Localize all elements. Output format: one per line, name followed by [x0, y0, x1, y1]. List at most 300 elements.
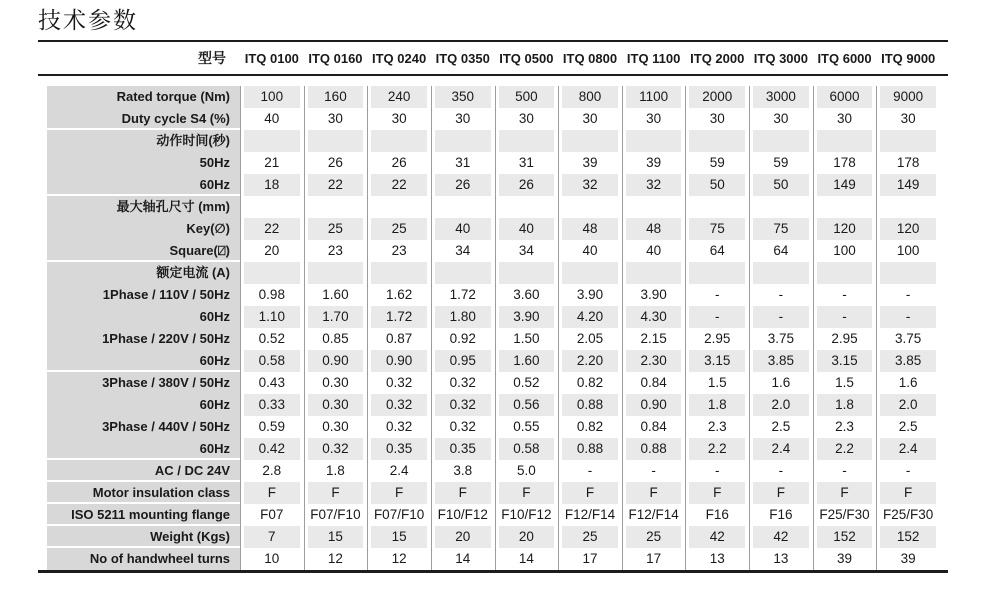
value-cell: 34	[455, 243, 471, 258]
column-separator	[240, 86, 241, 570]
value-cell: 25	[622, 526, 686, 548]
column-separator	[813, 86, 814, 570]
value-cell: 0.95	[431, 350, 495, 372]
model-column-header: ITQ 0160	[308, 50, 363, 66]
value-cell: 0.32	[385, 375, 413, 390]
value-cell: 23	[327, 243, 343, 258]
value-cell: 42	[685, 526, 749, 548]
value-cell: 152	[876, 526, 940, 548]
value-cell: -	[905, 287, 911, 302]
value-cell: -	[715, 287, 720, 302]
value-cell	[558, 262, 622, 284]
value-cell: 39	[837, 551, 853, 566]
value-cell: 178	[833, 155, 856, 170]
value-cell: 3.15	[685, 350, 749, 372]
value-cell: 0.56	[495, 394, 559, 416]
value-cell: -	[587, 463, 593, 478]
value-cell	[876, 130, 940, 152]
value-cell	[685, 196, 749, 218]
column-separator	[495, 86, 496, 570]
value-cell	[367, 130, 431, 152]
value-cell: -	[842, 287, 847, 302]
row-label: 3Phase / 380V / 50Hz	[47, 372, 240, 394]
table-row	[47, 372, 940, 394]
table-row	[47, 526, 940, 548]
value-cell: 0.82	[576, 375, 604, 390]
value-cell: 0.32	[449, 419, 476, 434]
value-cell: 0.85	[322, 331, 349, 346]
value-cell: 152	[813, 526, 877, 548]
value-cell: -	[749, 306, 813, 328]
column-separator	[876, 86, 877, 570]
value-cell: F	[749, 482, 813, 504]
table-row	[47, 218, 940, 240]
value-cell: F25/F30	[819, 507, 870, 522]
table-row	[47, 504, 940, 526]
value-cell: 12	[391, 551, 407, 566]
value-cell: F	[622, 482, 686, 504]
value-cell: 3.75	[895, 331, 922, 346]
value-cell: 15	[367, 526, 431, 548]
value-cell: 2.3	[835, 419, 854, 434]
value-cell: -	[685, 306, 749, 328]
value-cell: 2.15	[640, 331, 667, 346]
value-cell: 2000	[685, 86, 749, 108]
value-cell: 149	[813, 174, 877, 196]
value-cell: 14	[455, 551, 471, 566]
value-cell: 32	[622, 174, 686, 196]
value-cell: F	[431, 482, 495, 504]
table-header	[47, 42, 940, 74]
value-cell: 0.30	[322, 419, 349, 434]
value-cell: 3.15	[813, 350, 877, 372]
value-cell: 3.60	[513, 287, 540, 302]
value-cell: 0.82	[576, 419, 604, 434]
column-separator	[431, 86, 432, 570]
table-row	[47, 240, 940, 262]
value-cell: 0.32	[304, 438, 368, 460]
value-cell: 22	[304, 174, 368, 196]
value-cell: 350	[431, 86, 495, 108]
value-cell: F	[685, 482, 749, 504]
value-cell: 10	[264, 551, 280, 566]
table-row	[47, 328, 940, 350]
value-cell: 0.84	[640, 375, 667, 390]
value-cell: 30	[646, 111, 662, 126]
value-cell: F07/F10	[310, 507, 361, 522]
value-cell: 120	[813, 218, 877, 240]
value-cell: 0.52	[513, 375, 540, 390]
value-cell: 15	[304, 526, 368, 548]
value-cell: F12/F14	[628, 507, 679, 522]
value-cell: 22	[240, 218, 304, 240]
value-cell	[495, 262, 559, 284]
value-cell: 26	[431, 174, 495, 196]
value-cell: 2.0	[876, 394, 940, 416]
value-cell: 2.05	[576, 331, 604, 346]
value-cell: 0.33	[240, 394, 304, 416]
section-header-row	[47, 130, 940, 152]
value-cell	[495, 196, 559, 218]
value-cell: 1.80	[431, 306, 495, 328]
row-label: 60Hz	[47, 174, 240, 196]
value-cell: 40	[431, 218, 495, 240]
table-row	[47, 416, 940, 438]
value-cell: 1.6	[898, 375, 918, 390]
value-cell: 1.10	[240, 306, 304, 328]
value-cell: 59	[709, 155, 725, 170]
value-cell: 0.32	[431, 394, 495, 416]
column-separator	[558, 86, 559, 570]
table-row	[47, 86, 940, 108]
value-cell: 50	[749, 174, 813, 196]
table-row	[47, 108, 940, 130]
value-cell: -	[905, 463, 911, 478]
value-cell	[495, 130, 559, 152]
value-cell	[622, 196, 686, 218]
value-cell: 75	[749, 218, 813, 240]
value-cell	[749, 262, 813, 284]
value-cell: 30	[582, 111, 598, 126]
row-label: AC / DC 24V	[47, 460, 240, 482]
value-cell: 0.88	[558, 394, 622, 416]
value-cell: 100	[833, 243, 856, 258]
value-cell: 2.4	[389, 463, 409, 478]
value-cell: 0.88	[558, 438, 622, 460]
model-column-header: ITQ 0240	[371, 50, 427, 66]
value-cell	[558, 196, 622, 218]
value-cell: 0.58	[240, 350, 304, 372]
value-cell: 21	[264, 155, 280, 170]
row-label: ISO 5211 mounting flange	[47, 504, 240, 526]
value-cell	[431, 262, 495, 284]
value-cell: 2.8	[262, 463, 282, 478]
value-cell: 0.52	[258, 331, 285, 346]
value-cell: 0.32	[449, 375, 476, 390]
value-cell: 0.43	[258, 375, 285, 390]
value-cell	[749, 130, 813, 152]
value-cell	[622, 262, 686, 284]
value-cell: F	[813, 482, 877, 504]
model-column-header: ITQ 0350	[435, 50, 490, 66]
model-column-header: ITQ 2000	[690, 50, 745, 66]
value-cell: 0.35	[431, 438, 495, 460]
value-cell: F12/F14	[564, 507, 616, 522]
value-cell: 1.8	[685, 394, 749, 416]
value-cell: 240	[367, 86, 431, 108]
value-cell: 40	[582, 243, 598, 258]
value-cell: 0.90	[622, 394, 686, 416]
value-cell: 39	[900, 551, 916, 566]
value-cell	[431, 196, 495, 218]
column-separator	[304, 86, 305, 570]
value-cell: 50	[685, 174, 749, 196]
table-row	[47, 438, 940, 460]
value-cell: 59	[773, 155, 789, 170]
value-cell	[367, 262, 431, 284]
value-cell: 2.4	[749, 438, 813, 460]
row-label: Rated torque (Nm)	[47, 86, 240, 108]
value-cell: 22	[367, 174, 431, 196]
value-cell: 20	[264, 243, 280, 258]
value-cell: 30	[900, 111, 916, 126]
value-cell: 3.85	[876, 350, 940, 372]
value-cell: 2.5	[898, 419, 918, 434]
value-cell: 2.95	[704, 331, 731, 346]
value-cell: 42	[749, 526, 813, 548]
value-cell: F16	[769, 507, 793, 522]
value-cell: -	[842, 463, 847, 478]
section-header-row	[47, 262, 940, 284]
value-cell: 0.42	[240, 438, 304, 460]
row-label: 60Hz	[47, 438, 240, 460]
value-cell: 160	[304, 86, 368, 108]
value-cell	[813, 262, 877, 284]
value-cell: 0.98	[258, 287, 285, 302]
value-cell: 4.30	[622, 306, 686, 328]
row-label: 额定电流 (A)	[47, 262, 240, 284]
value-cell: 0.58	[495, 438, 559, 460]
value-cell: F	[558, 482, 622, 504]
value-cell: -	[813, 306, 877, 328]
value-cell: 0.32	[367, 394, 431, 416]
row-label: Duty cycle S4 (%)	[47, 108, 240, 130]
row-label: 1Phase / 110V / 50Hz	[47, 284, 240, 306]
value-cell	[685, 262, 749, 284]
value-cell: 6000	[813, 86, 877, 108]
value-cell: 64	[773, 243, 789, 258]
value-cell: 120	[876, 218, 940, 240]
value-cell: 4.20	[558, 306, 622, 328]
value-cell	[304, 196, 368, 218]
value-cell: 32	[558, 174, 622, 196]
value-cell: 2.95	[831, 331, 858, 346]
value-cell	[622, 130, 686, 152]
params-table	[38, 40, 948, 573]
value-cell: 18	[240, 174, 304, 196]
value-cell: 0.55	[513, 419, 540, 434]
value-cell: 26	[495, 174, 559, 196]
value-cell: 1.5	[835, 375, 854, 390]
column-separator	[367, 86, 368, 570]
value-cell: 2.5	[771, 419, 791, 434]
value-cell	[240, 262, 304, 284]
column-separator	[749, 86, 750, 570]
value-cell: -	[876, 306, 940, 328]
row-label: 60Hz	[47, 306, 240, 328]
value-cell: 26	[391, 155, 407, 170]
model-column-header: ITQ 6000	[817, 50, 872, 66]
value-cell: F	[495, 482, 559, 504]
value-cell	[876, 262, 940, 284]
row-label: Key(∅)	[47, 218, 240, 240]
value-cell: 100	[240, 86, 304, 108]
value-cell: 25	[558, 526, 622, 548]
table-row	[47, 548, 940, 570]
value-cell: F07/F10	[373, 507, 425, 522]
value-cell: 12	[327, 551, 343, 566]
model-column-header: ITQ 1100	[626, 50, 681, 66]
value-cell: 30	[773, 111, 789, 126]
value-cell: 100	[896, 243, 920, 258]
value-cell: 0.30	[322, 375, 349, 390]
table-row	[47, 460, 940, 482]
value-cell: 40	[264, 111, 280, 126]
value-cell: 3000	[749, 86, 813, 108]
header-rule	[38, 74, 948, 76]
value-cell: F10/F12	[501, 507, 552, 522]
value-cell	[685, 130, 749, 152]
value-cell: 1.70	[304, 306, 368, 328]
value-cell: 2.2	[685, 438, 749, 460]
section-header-row	[47, 196, 940, 218]
value-cell: 48	[558, 218, 622, 240]
value-cell: -	[778, 463, 784, 478]
table-row	[47, 394, 940, 416]
value-cell: 0.88	[622, 438, 686, 460]
value-cell: 2.0	[749, 394, 813, 416]
value-cell: 1.72	[449, 287, 476, 302]
value-cell: 34	[518, 243, 534, 258]
row-label: Weight (Kgs)	[47, 526, 240, 548]
value-cell: 40	[495, 218, 559, 240]
column-separator	[685, 86, 686, 570]
value-cell: 1.60	[322, 287, 349, 302]
value-cell: 9000	[876, 86, 940, 108]
value-cell: 30	[709, 111, 725, 126]
value-cell: F	[367, 482, 431, 504]
value-cell	[813, 196, 877, 218]
value-cell	[304, 130, 368, 152]
value-cell: 0.30	[304, 394, 368, 416]
value-cell: 30	[518, 111, 534, 126]
value-cell: 0.32	[385, 419, 413, 434]
value-cell: 26	[327, 155, 343, 170]
value-cell: 2.2	[813, 438, 877, 460]
value-cell: 178	[896, 155, 920, 170]
model-column-header: ITQ 0100	[244, 50, 299, 66]
value-cell: 31	[518, 155, 534, 170]
value-cell: 800	[558, 86, 622, 108]
value-cell	[240, 130, 304, 152]
value-cell: 1.6	[771, 375, 791, 390]
row-label: 50Hz	[47, 152, 240, 174]
value-cell	[431, 130, 495, 152]
value-cell: F	[304, 482, 368, 504]
value-cell: 30	[327, 111, 343, 126]
value-cell: 0.92	[449, 331, 476, 346]
value-cell	[240, 196, 304, 218]
value-cell: F	[240, 482, 304, 504]
value-cell	[876, 196, 940, 218]
value-cell: F10/F12	[437, 507, 488, 522]
value-cell: 14	[518, 551, 534, 566]
value-cell: 7	[240, 526, 304, 548]
value-cell: 30	[837, 111, 853, 126]
model-row-label: 型号	[198, 50, 226, 66]
value-cell: 149	[876, 174, 940, 196]
table-row	[47, 306, 940, 328]
value-cell: 3.75	[767, 331, 795, 346]
value-cell: 40	[646, 243, 662, 258]
table-row	[47, 174, 940, 196]
value-cell: 0.87	[385, 331, 413, 346]
value-cell: F	[876, 482, 940, 504]
value-cell: 20	[495, 526, 559, 548]
row-label: 60Hz	[47, 394, 240, 416]
value-cell	[749, 196, 813, 218]
value-cell: 0.90	[367, 350, 431, 372]
value-cell: 17	[582, 551, 598, 566]
value-cell: 13	[773, 551, 789, 566]
value-cell: 5.0	[516, 463, 536, 478]
column-separator	[622, 86, 623, 570]
value-cell	[558, 130, 622, 152]
value-cell: 1.5	[707, 375, 727, 390]
row-label: No of handwheel turns	[47, 548, 240, 570]
value-cell: 2.4	[876, 438, 940, 460]
page-title: 技术参数	[38, 7, 138, 33]
value-cell: -	[651, 463, 656, 478]
value-cell: 1.8	[326, 463, 345, 478]
value-cell: 3.90	[576, 287, 604, 302]
value-cell: 0.90	[304, 350, 368, 372]
row-label: 3Phase / 440V / 50Hz	[47, 416, 240, 438]
value-cell: 30	[391, 111, 407, 126]
value-cell: 1.8	[813, 394, 877, 416]
row-label: 60Hz	[47, 350, 240, 372]
value-cell: 2.30	[622, 350, 686, 372]
row-label: 动作时间(秒)	[47, 130, 240, 152]
value-cell: 39	[646, 155, 662, 170]
value-cell: 500	[495, 86, 559, 108]
value-cell: 20	[431, 526, 495, 548]
value-cell: 1.72	[367, 306, 431, 328]
table-row	[47, 152, 940, 174]
value-cell: 75	[685, 218, 749, 240]
value-cell: F25/F30	[883, 507, 934, 522]
value-cell: 3.8	[453, 463, 473, 478]
table-row	[47, 482, 940, 504]
value-cell: 0.59	[258, 419, 285, 434]
value-cell: 25	[304, 218, 368, 240]
value-cell: 0.84	[640, 419, 667, 434]
value-cell: 17	[646, 551, 662, 566]
value-cell	[813, 130, 877, 152]
value-cell	[304, 262, 368, 284]
bottom-rule	[38, 570, 948, 573]
value-cell: 1.62	[385, 287, 413, 302]
value-cell: 48	[622, 218, 686, 240]
value-cell: 25	[367, 218, 431, 240]
model-column-header: ITQ 0500	[499, 50, 554, 66]
row-label: Square(⍁)	[47, 240, 240, 262]
value-cell: -	[778, 287, 784, 302]
value-cell: 39	[582, 155, 598, 170]
value-cell: 2.3	[707, 419, 727, 434]
row-label: 最大轴孔尺寸 (mm)	[47, 196, 240, 218]
value-cell	[367, 196, 431, 218]
value-cell: F16	[705, 507, 729, 522]
table-row	[47, 350, 940, 372]
value-cell: 1100	[622, 86, 686, 108]
value-cell: 23	[391, 243, 407, 258]
model-column-header: ITQ 0800	[562, 50, 618, 66]
value-cell: 1.60	[495, 350, 559, 372]
value-cell: 30	[455, 111, 471, 126]
value-cell: 0.35	[367, 438, 431, 460]
value-cell: 13	[709, 551, 725, 566]
